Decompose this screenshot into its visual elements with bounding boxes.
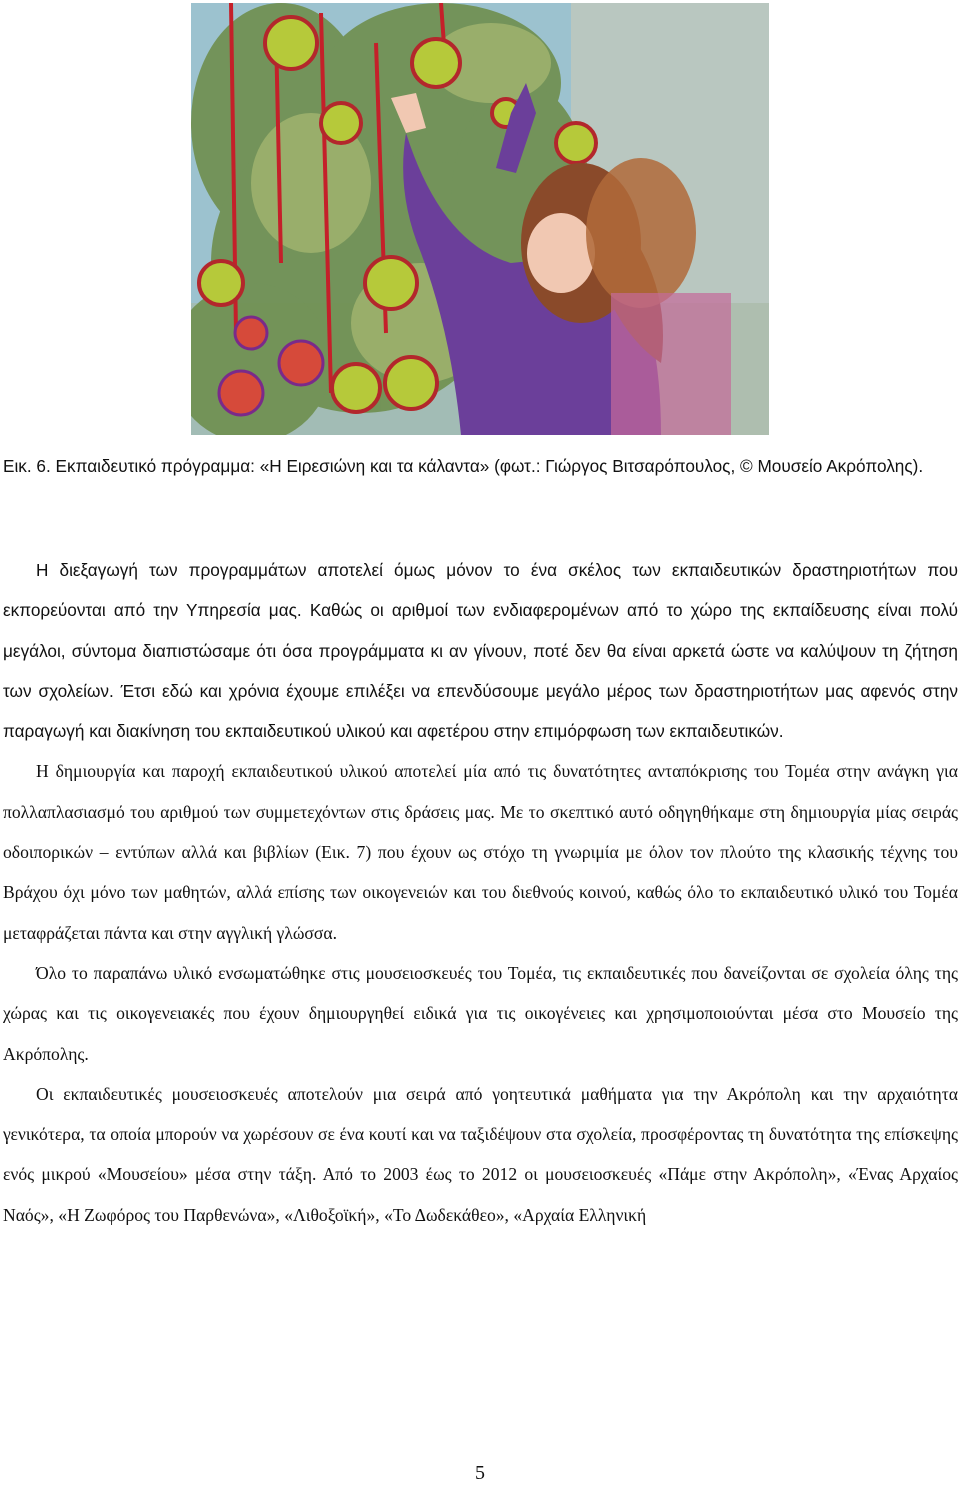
paragraph-1: Η διεξαγωγή των προγραμμάτων αποτελεί όμως μόνον το ένα σκέλος των εκπαιδευτικών δραστηριοτήτων που εκπορεύονται από την Υπηρεσία μας. Καθώς οι αριθμοί των ενδιαφερομένων από το χώρο της εκπαίδευσης είναι πολύ μεγάλοι, σύντομα διαπιστώσαμε ότι όσα προγράμματα κι αν γίνουν, ποτέ δεν θα είναι αρκετά ώστε να καλύψουν τη ζήτηση των σχολείων. Έτσι εδώ και χρόνια έχουμε επιλέξει να επενδύσουμε μεγάλο μέρος των δραστηριοτήτων μας αφενός στην παραγωγή και διακίνηση του εκπαιδευτικού υλικού και αφετέρου στην επιμόρφωση των εκπαιδευτικών. [3, 560, 958, 742]
figure-caption: Εικ. 6. Εκπαιδευτικό πρόγραμμα: «Η Ειρεσιώνη και τα κάλαντα» (φωτ.: Γιώργος Βιτσαρόπουλος, © Μουσείο Ακρόπολης). [3, 456, 924, 476]
page-number: 5 [475, 1462, 485, 1484]
figure-photo [191, 3, 769, 435]
paragraph-2: Η δημιουργία και παροχή εκπαιδευτικού υλικού αποτελεί μία από τις δυνατότητες ανταπόκρισης του Τομέα στην ανάγκη για πολλαπλασιασμό του αριθμού των συμμετεχόντων στις δράσεις μας. Με το σκεπτικό αυτό οδηγηθήκαμε στη δημιουργία μίας σειράς οδοιπορικών – εντύπων αλλά και βιβλίων (Εικ. 7) που έχουν ως στόχο τη γνωριμία με όλον τον πλούτο της κλασικής τέχνης του Βράχου όχι μόνο των μαθητών, αλλά επίσης των οικογενειών και του διεθνούς κοινού, καθώς όλο το εκπαιδευτικό υλικό του Τομέα μεταφράζεται πάντα και στην αγγλική γλώσσα. [3, 761, 958, 943]
paragraph-3: Όλο το παραπάνω υλικό ενσωματώθηκε στις μουσειοσκευές του Τομέα, τις εκπαιδευτικές που δανείζονται σε σχολεία όλης της χώρας και τις οικογενειακές που έχουν δημιουργηθεί ειδικά για τις οικογένειες και χρησιμοποιούνται μέσα στο Μουσείο της Ακρόπολης. [3, 962, 958, 1064]
paragraph-4: Οι εκπαιδευτικές μουσειοσκευές αποτελούν μια σειρά από γοητευτικά μαθήματα για την Ακρόπολη και την αρχαιότητα γενικότερα, τα οποία μπορούν να χωρέσουν σε ένα κουτί και να ταξιδέψουν στα σχολεία, προσφέροντας τη δυνατότητα της επίσκεψης ενός μικρού «Μουσείου» μέσα στην τάξη. Από το 2003 έως το 2012 οι μουσειοσκευές «Πάμε στην Ακρόπολη», «Ένας Αρχαίος Ναός», «Η Ζωφόρος του Παρθενώνα», «Λιθοξοϊκή», «Το Δωδεκάθεο», «Αρχαία Ελληνική [3, 1083, 958, 1225]
photo-illustration [191, 3, 769, 435]
body-text [3, 550, 958, 1235]
